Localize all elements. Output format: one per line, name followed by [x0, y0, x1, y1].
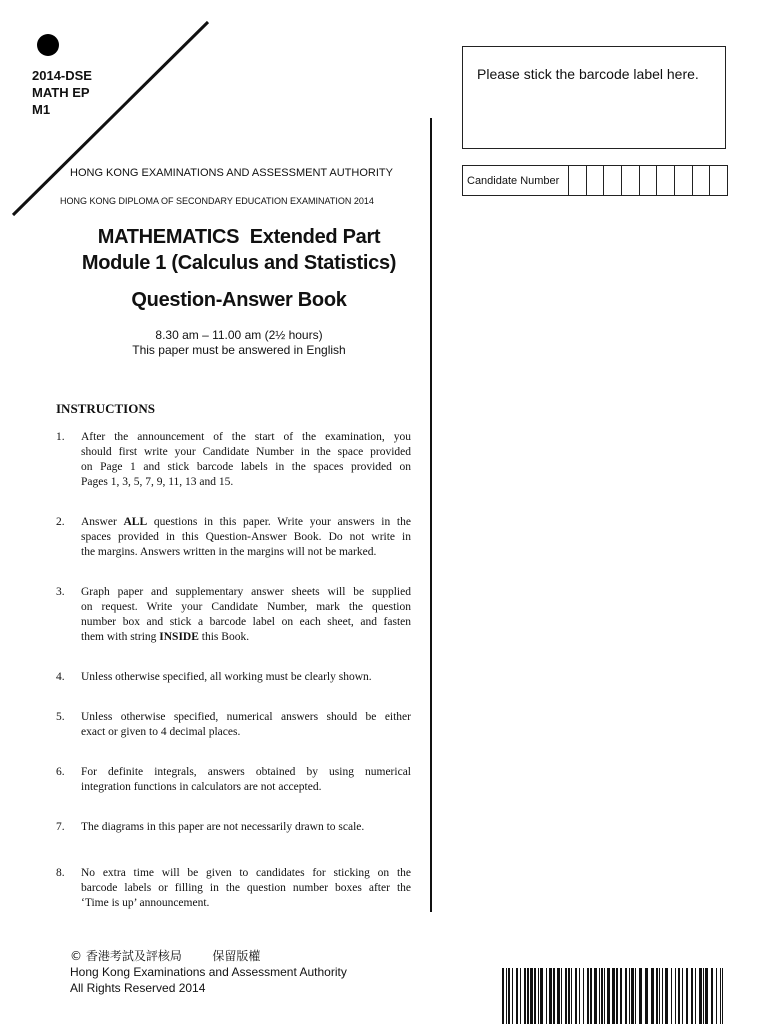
instruction-text [81, 430, 411, 490]
instruction-text [81, 820, 411, 835]
barcode-label-box[interactable] [462, 46, 726, 149]
barcode-box-text: Please stick the barcode label here. [477, 66, 699, 82]
exam-name: HONG KONG DIPLOMA OF SECONDARY EDUCATION EXAMINATION 2014 [60, 196, 374, 206]
instruction-text [81, 710, 411, 740]
instruction-line: integration functions in calculators are not accepted. [81, 781, 322, 793]
instruction-line: on request. Write your Candidate Number, mark the question [81, 601, 411, 613]
instruction-number: 2. [56, 516, 65, 528]
candidate-number-cells [569, 166, 727, 195]
instruction-number: 1. [56, 431, 65, 443]
candidate-number-label: Candidate Number [463, 166, 569, 195]
paper-code [32, 67, 92, 118]
title-line-1: MATHEMATICS Extended Part [97, 226, 381, 248]
instruction-line: Unless otherwise specified, all working must be clearly shown. [81, 671, 372, 683]
instruction-line: them with string INSIDE this Book. [81, 631, 250, 643]
candidate-number-cell[interactable] [640, 166, 658, 195]
exam-time [60, 328, 418, 358]
candidate-number-cell[interactable] [622, 166, 640, 195]
instructions-heading: INSTRUCTIONS [56, 401, 155, 416]
instruction-text [81, 515, 411, 560]
instruction-line: For definite integrals, answers obtained by using numerical [81, 766, 411, 778]
instruction-line: No extra time will be given to candidates for sticking on the [81, 867, 411, 879]
instruction-line: spaces provided in this Question-Answer Book. Do not write in [81, 531, 411, 543]
book-type: Question-Answer Book [131, 289, 347, 311]
candidate-number-cell[interactable] [675, 166, 693, 195]
candidate-number-box [462, 165, 728, 196]
language-text: This paper must be answered in English [132, 343, 346, 357]
copyright-line-rights: All Rights Reserved 2014 [70, 981, 206, 995]
instruction-line: the margins. Answers written in the margins will not be marked. [81, 546, 377, 558]
instruction-number: 4. [56, 671, 65, 683]
authority-name: HONG KONG EXAMINATIONS AND ASSESSMENT AUTHORITY [70, 167, 393, 179]
instruction-number: 3. [56, 586, 65, 598]
instruction-line: number box and stick a barcode label on each sheet, and fasten [81, 616, 411, 628]
instruction-line: barcode labels or filling in the question number boxes after the [81, 882, 411, 894]
instruction-line: ‘Time is up’ announcement. [81, 897, 210, 909]
instruction-line: After the announcement of the start of the examination, you [81, 431, 411, 443]
copyright-block [70, 948, 347, 996]
copyright-line-authority: Hong Kong Examinations and Assessment Authority [70, 965, 347, 979]
candidate-number-cell[interactable] [587, 166, 605, 195]
title-line-2: Module 1 (Calculus and Statistics) [81, 252, 397, 274]
candidate-number-cell[interactable] [657, 166, 675, 195]
barcode-image [500, 968, 726, 1024]
column-divider [430, 118, 432, 912]
instruction-text [81, 866, 411, 911]
copyright-line-chinese: © 香港考試及評核局 保留版權 [70, 949, 261, 963]
instruction-line: Answer ALL questions in this paper. Write your answers in the [81, 516, 411, 528]
paper-title [60, 224, 418, 276]
paper-code-line: 2014-DSE [32, 68, 92, 83]
instruction-number: 5. [56, 711, 65, 723]
instruction-line: Unless otherwise specified, numerical answers should be either [81, 711, 411, 723]
instruction-line: exact or given to 4 decimal places. [81, 726, 241, 738]
candidate-number-cell[interactable] [710, 166, 727, 195]
instruction-text [81, 585, 411, 645]
candidate-number-cell[interactable] [604, 166, 622, 195]
instruction-line: The diagrams in this paper are not necessarily drawn to scale. [81, 821, 365, 833]
instruction-line: Pages 1, 3, 5, 7, 9, 11, 13 and 15. [81, 476, 234, 488]
instruction-line: on Page 1 and stick barcode labels in the spaces provided on [81, 461, 411, 473]
candidate-number-cell[interactable] [693, 166, 711, 195]
instruction-text [81, 670, 411, 685]
instruction-number: 6. [56, 766, 65, 778]
candidate-number-cell[interactable] [569, 166, 587, 195]
paper-code-line: M1 [32, 102, 51, 117]
instruction-number: 7. [56, 821, 65, 833]
instruction-line: Graph paper and supplementary answer sheets will be supplied [81, 586, 411, 598]
instruction-number: 8. [56, 867, 65, 879]
paper-code-line: MATH EP [32, 85, 90, 100]
instruction-line: should first write your Candidate Number in the space provided [81, 446, 411, 458]
instruction-text [81, 765, 411, 795]
time-text: 8.30 am – 11.00 am (2½ hours) [155, 328, 323, 342]
